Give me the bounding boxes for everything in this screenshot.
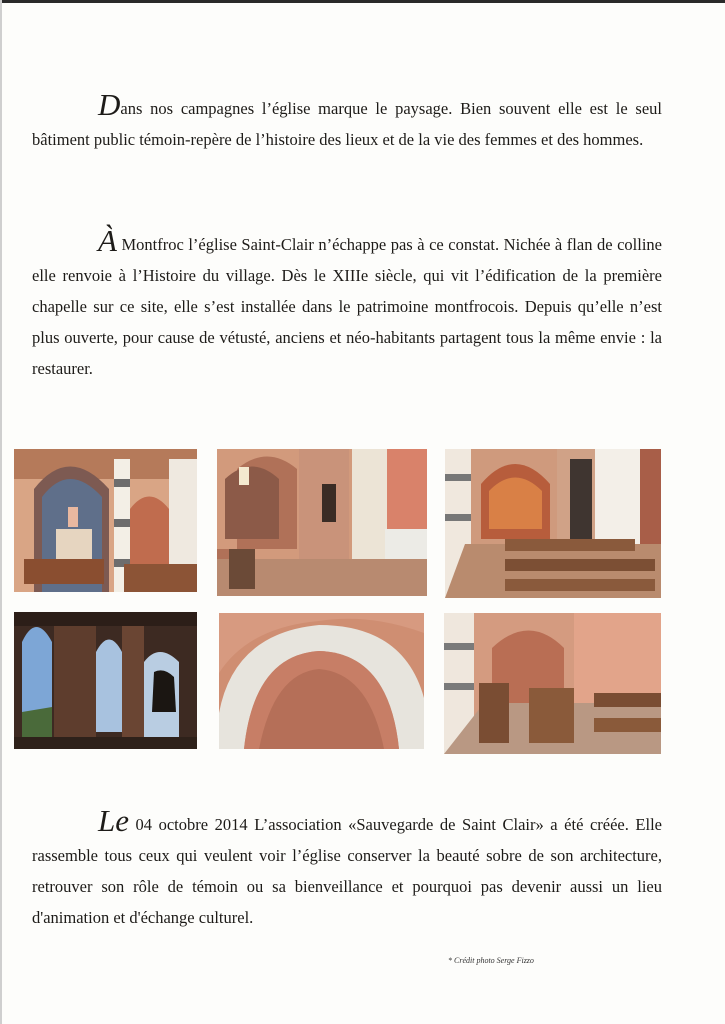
montfroc-paragraph bbox=[32, 223, 662, 384]
association-paragraph-text: 04 octobre 2014 L’association «Sauvegarde de Saint Clair» a été créée. Elle rassemble tous ceux qui veulent voir l’église conserver la beauté sobre de son architecture, retrouver son rôle de témoin ou sa bienveillance et pourquoi pas devenir aussi un lieu d'animation et d'échange culturel. bbox=[32, 815, 662, 927]
dropcap-a: À bbox=[98, 223, 117, 258]
photo-bell-tower bbox=[14, 612, 197, 749]
photo-nave-altar bbox=[14, 449, 197, 592]
dropcap-le: Le bbox=[98, 803, 129, 838]
page-top-edge bbox=[0, 0, 725, 3]
photo-stone-arch bbox=[219, 613, 424, 749]
intro-paragraph-text: ans nos campagnes l’église marque le paysage. Bien souvent elle est le seul bâtiment public témoin-repère de l’histoire des lieux et de la vie des femmes et des hommes. bbox=[32, 99, 662, 149]
page-left-edge bbox=[0, 0, 2, 1024]
dropcap-d: D bbox=[98, 87, 121, 122]
photo-pews-apse bbox=[445, 449, 661, 598]
photo-nave-side bbox=[217, 449, 427, 596]
photo-credit: * Crédit photo Serge Fizzo bbox=[448, 956, 534, 965]
intro-paragraph bbox=[32, 87, 662, 155]
association-paragraph bbox=[32, 803, 662, 933]
photo-choir-benches bbox=[444, 613, 661, 754]
montfroc-paragraph-text: Montfroc l’église Saint-Clair n’échappe pas à ce constat. Nichée à flan de colline elle renvoie à l’Histoire du village. Dès le XIIIe siècle, qui vit l’édification de la première chapelle sur ce site, elle s’est installée dans le patrimoine montfrocois. Depuis qu’elle n’est plus ouverte, pour cause de vétusté, anciens et néo-habitants partagent tous la même envie : la restaurer. bbox=[32, 235, 662, 378]
